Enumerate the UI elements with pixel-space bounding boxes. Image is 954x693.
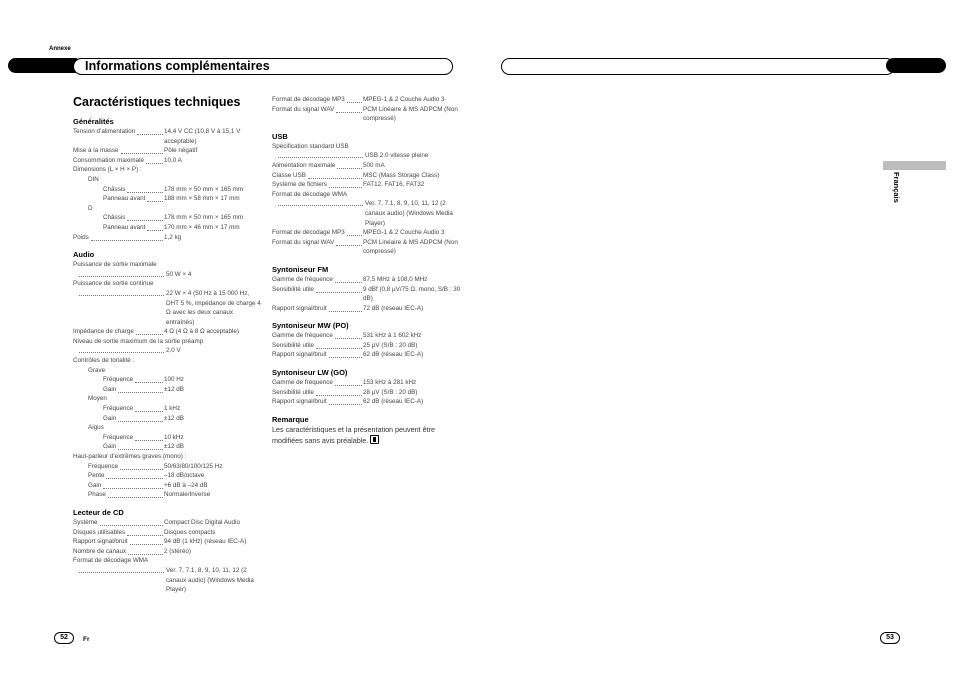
section-heading-remarque: Remarque [272,414,309,424]
spec-value: Pôle négatif [164,147,198,155]
spec-key: Format du signal WAV [272,105,335,113]
spec-label: Haut-parleur d’extrêmes graves (mono) : [73,453,187,460]
spec-value: MPEG-1 & 2 Couche Audio 3 [363,96,445,103]
spec-key: Gamme de fréquence [272,275,333,283]
spec-key: Classe USB [272,171,306,179]
spec-value: Disques compacts [164,528,216,536]
spec-label: Dimensions (L × H × P) : [73,166,142,174]
spec-value: 153 kHz à 281 kHz [363,379,417,387]
spec-row [73,471,263,481]
spec-row [73,185,263,195]
spec-key: Sensibilité utile [272,388,315,396]
remarque-note [272,425,462,447]
spec-row [73,127,263,146]
spec-key: Sensibilité utile [272,341,315,349]
spec-value: 25 µV (S/B : 20 dB) [363,341,418,349]
spec-value: –18 dB/octave [164,472,205,480]
spec-key: Gamme de fréquence [272,379,333,387]
spec-value: 28 µV (S/B : 20 dB) [363,388,418,396]
spec-row [73,327,263,337]
spec-value: 50 W × 4 [166,270,192,278]
spec-row [73,490,263,500]
spec-label: Niveau de sortie maximum de la sortie préamp [73,337,204,345]
spec-row [272,304,462,314]
spec-value: 178 mm × 50 mm × 165 mm [164,214,244,222]
spec-value: +6 dB à –24 dB [164,481,208,489]
spec-row [73,156,263,166]
spec-row [73,346,263,356]
spec-sublabel: Grave [88,366,106,374]
spec-row [272,199,462,228]
spec-row [73,375,263,385]
spec-value: 62 dB (réseau IEC-A) [363,398,424,406]
spec-value: ±12 dB [164,414,184,422]
spec-value: ±12 dB [164,385,184,393]
page-title: Informations complémentaires [85,59,270,73]
main-heading: Caractéristiques techniques [73,95,241,109]
spec-row [272,350,462,360]
spec-row [73,385,263,395]
spec-row [272,341,462,351]
spec-value: Ver. 7, 7.1, 8, 9, 10, 11, 12 (2 canaux audio) (Windows Media Player) [365,200,453,227]
page-number-right: 53 [880,632,900,644]
spec-key: Gain [103,385,117,393]
language-side-tab [883,161,946,170]
spec-key: Impédance de charge [73,328,134,336]
spec-value: 10,0 A [164,156,182,164]
spec-label: Format de décodage WMA [73,557,149,565]
spec-row [73,566,263,595]
spec-key: Pente [88,472,105,480]
spec-row [272,388,462,398]
spec-key: Phase [88,491,106,499]
spec-row [272,378,462,388]
spec-key: Rapport signal/bruit [272,304,327,312]
spec-label: Format de décodage WMA [272,190,348,198]
spec-value: 14,4 V CC (10,8 V à 15,1 V acceptable) [164,128,241,145]
section-heading-usb: USB [272,131,288,141]
spec-row [73,528,263,538]
spec-row [272,285,462,304]
spec-key: Gain [103,443,117,451]
spec-sublabel: Moyen [88,395,107,403]
spec-value: 188 mm × 58 mm × 17 mm [164,195,240,203]
spec-value: 9 dBf (0,8 µV/75 Ω, mono, S/B : 30 dB) [363,285,461,303]
header-bar-right [501,58,895,75]
spec-key: Format du signal WAV [272,238,335,246]
spec-row [73,223,263,233]
section-heading-cd: Lecteur de CD [73,507,124,517]
spec-row [272,171,462,181]
spec-key: Châssis [103,214,126,222]
spec-value: MSC (Mass Storage Class) [363,171,440,179]
spec-label: Spécification standard USB [272,142,349,150]
spec-value: 2,0 V [166,347,181,355]
spec-key: Châssis [103,185,126,193]
spec-key: Panneau avant [103,195,146,203]
spec-row [272,397,462,407]
spec-value: 178 mm × 50 mm × 165 mm [164,185,244,193]
spec-value: 22 W × 4 (50 Hz à 15 000 Hz, DHT 5 %, impédance de charge 4 Ω avec les deux canaux entraînés) [166,289,261,326]
spec-key: Consommation maximale [73,156,145,164]
language-label: Français [892,172,901,203]
spec-key: Fréquence [103,376,134,384]
spec-value: 62 dB (réseau IEC-A) [363,351,424,359]
spec-key: Fréquence [88,462,119,470]
spec-value: PCM Linéaire & MS ADPCM (Non compressé) [363,105,458,123]
spec-row [73,547,263,557]
spec-value: 94 dB (1 kHz) (réseau IEC-A) [164,538,247,546]
specs-column-2 [272,95,462,447]
spec-key: Alimentation maximale [272,161,336,169]
spec-sublabel: D [88,204,93,212]
spec-row [73,289,263,327]
spec-key: Disques utilisables [73,528,126,536]
section-heading-mw: Syntoniseur MW (PO) [272,321,349,331]
spec-row [73,442,263,452]
header-tab-left [8,58,82,73]
spec-key: Format de décodage MP3 [272,96,345,103]
remarque-text: Les caractéristiques et la présentation peuvent être modifiées sans avis préalable. [272,424,436,446]
spec-sublabel: Aigus [88,424,104,432]
spec-value: 10 kHz [164,433,184,441]
spec-row [272,331,462,341]
spec-value: Compact Disc Digital Audio [164,518,240,526]
end-mark-icon [370,435,379,444]
spec-sublabel: DIN [88,175,99,183]
spec-row [73,518,263,528]
language-code: Fr [83,636,90,643]
spec-key: Gain [103,414,117,422]
section-tag: Annexe [49,46,71,52]
spec-value: 170 mm × 46 mm × 17 mm [164,223,240,231]
spec-value: USB 2.0 vitesse pleine [365,152,429,160]
spec-value: ±12 dB [164,443,184,451]
spec-value: 500 mA [363,161,385,169]
specs-column-1 [73,116,263,595]
spec-key: Panneau avant [103,223,146,231]
spec-row [73,433,263,443]
header-tab-right [886,58,946,73]
spec-key: Mise à la masse [73,147,119,155]
spec-row [272,238,462,257]
spec-key: Système [73,518,98,526]
spec-key: Nombre de canaux [73,547,127,555]
section-heading-fm: Syntoniseur FM [272,264,329,274]
spec-row [73,270,263,280]
spec-value: Ver. 7, 7.1, 8, 9, 10, 11, 12 (2 canaux audio) (Windows Media Player) [166,566,254,594]
spec-key: Gamme de fréquence [272,332,333,340]
section-heading-audio: Audio [73,250,95,260]
spec-key: Poids [73,233,89,241]
spec-row [73,146,263,156]
spec-key: Fréquence [103,405,134,413]
spec-row [73,481,263,491]
spec-row [272,151,462,161]
spec-label: Contrôles de tonalité : [73,357,135,365]
spec-key: Rapport signal/bruit [272,398,327,406]
spec-value: 72 dB (réseau IEC-A) [363,304,424,312]
spec-key: Rapport signal/bruit [73,538,128,546]
spec-value: Normale/Inverse [164,491,211,499]
section-heading-generalites: Généralités [73,117,114,126]
spec-key: Sensibilité utile [272,285,315,293]
spec-key: Système de fichiers [272,181,327,189]
spec-value: MPEG-1 & 2 Couche Audio 3 [363,229,445,237]
spec-row [73,414,263,424]
spec-value: 1 kHz [164,405,181,413]
spec-value: 531 kHz à 1 602 kHz [363,332,422,340]
spec-key: Rapport signal/bruit [272,351,327,359]
spec-key: Format de décodage MP3 [272,229,345,237]
spec-row [73,462,263,472]
spec-row [73,194,263,204]
spec-value: 1,2 kg [164,233,182,241]
spec-value: PCM Linéaire & MS ADPCM (Non compressé) [363,238,458,256]
spec-value: 100 Hz [164,376,184,384]
spec-row [272,180,462,190]
spec-value: FAT12, FAT16, FAT32 [363,181,425,189]
page-number-left: 52 [54,632,74,644]
spec-key: Fréquence [103,433,134,441]
spec-row [73,233,263,243]
section-heading-lw: Syntoniseur LW (GO) [272,368,348,378]
spec-row [73,537,263,547]
spec-label: Puissance de sortie maximale [73,261,157,269]
spec-value: 4 Ω (4 Ω à 8 Ω acceptable) [164,328,240,336]
spec-value: 2 (stéréo) [164,547,191,555]
spec-row [272,161,462,171]
spec-row [272,275,462,285]
spec-row [272,228,462,238]
spec-value: 50/63/80/100/125 Hz [164,462,223,470]
spec-row [73,213,263,223]
spec-value: 87,5 MHz à 108,0 MHz [363,275,428,283]
spec-row [272,105,462,124]
spec-row [73,404,263,414]
spec-label: Puissance de sortie continue [73,280,154,288]
spec-row [272,95,462,105]
spec-key: Tension d’alimentation [73,128,136,135]
spec-key: Gain [88,481,102,489]
